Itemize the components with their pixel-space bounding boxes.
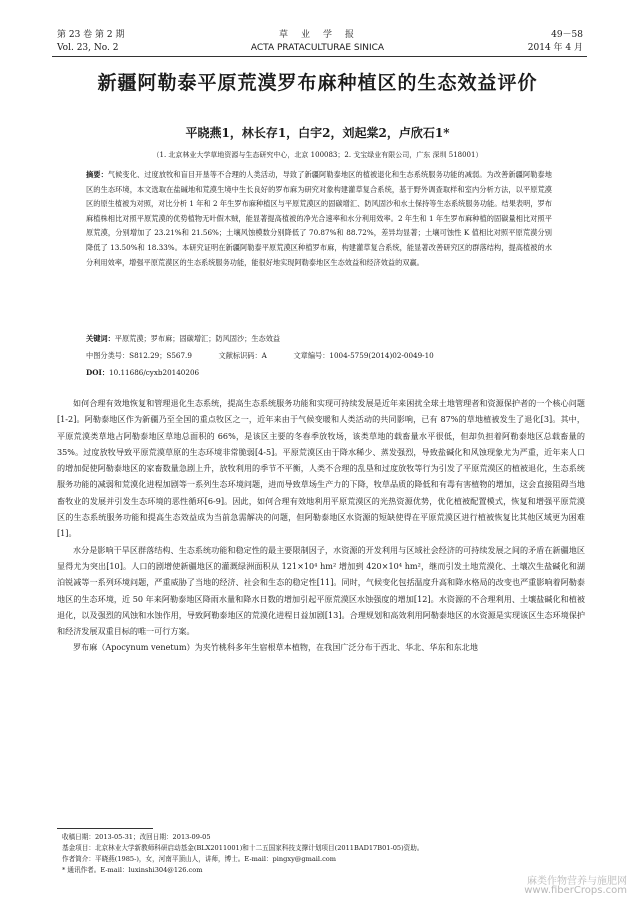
clc-code: S812.29；S567.9: [129, 351, 192, 360]
article-no-label: 文章编号：: [293, 351, 330, 360]
footnote-rule: [57, 828, 153, 829]
watermark-cn: 麻类作物营养与施肥网: [527, 876, 627, 887]
journal-name-cn: 草 业 学 报: [278, 30, 356, 40]
body-paragraph-3: 罗布麻（Apocynum venetum）为夹竹桃科多年生宿根草本植物，在我国广泛分布于西北、华北、华东和东北地: [73, 642, 478, 653]
abstract-label: 摘要：: [86, 170, 108, 179]
author-bio: 作者简介：平晓燕(1985-)，女，河南平顶山人，讲师，博士。E-mail：pingxy@gmail.com: [62, 855, 337, 863]
classification-line: [86, 349, 552, 363]
received-date: 收稿日期：2013-05-31；改回日期：2013-09-05: [62, 833, 211, 841]
abstract-block: [86, 168, 552, 270]
body-text: [57, 395, 585, 656]
abstract-text: 气候变化、过度放牧和盲目开垦等不合理的人类活动，导致了新疆阿勒泰地区的植被退化和生态系统服务功能的减弱。为改善新疆阿勒泰地区的生态环境，本文选取在盐碱地和荒漠生境中生长良好的罗布麻为研究对象构建灌草复合系统，基于野外调查取样和室内分析方法，以平原荒漠区的原生植被为对照，对比分析 1 年和 2 年生罗布麻种植区与平原荒漠区的固碳增汇、防风固沙和水土保持等生态系统服务功能。结果表明，罗布麻植株相比对照平原荒漠的优势植物无叶假木贼，能显著提高植被的净光合速率和水分利用效率。2 年生和 1 年生罗布麻种植的固碳量相比对照平原荒漠，分别增加了 23.21%和 21.56%；土壤风蚀模数分别降低了 70.87%和 88.72%，差异均显著；土壤可蚀性 K 值相比对照平原荒漠分别降低了 13.50%和 18.33%。本研究证明在新疆阿勒泰平原荒漠区种植罗布麻，构建灌草复合系统，能显著改善研究区的群落结构，提高植被的水分利用效率，增强平原荒漠区的生态系统服务功能，能很好地实现阿勒泰地区生态效益和经济效益的双赢。: [86, 170, 552, 267]
footnotes: [62, 832, 582, 876]
author-affiliation: （1. 北京林业大学草地资源与生态研究中心，北京 100083；2. 戈宝绿业有限公司，广东 深圳 518001）: [152, 151, 483, 159]
header-rule: [52, 56, 587, 57]
article-no: 1004-5759(2014)02-0049-10: [329, 351, 434, 360]
page-range: 49－58: [551, 30, 583, 40]
issue-date: 2014 年 4 月: [527, 43, 583, 53]
corresponding-author: * 通讯作者。E-mail：luxinshi304@126.com: [62, 866, 203, 874]
journal-name-en: ACTA PRATACULTURAE SINICA: [250, 43, 385, 53]
volume-issue-en: Vol. 23, No. 2: [57, 43, 119, 53]
watermark-url: www.fiberCrops.com: [524, 885, 627, 896]
fund-info: 基金项目：北京林业大学新教师科研启动基金(BLX2011001)和十二五国家科技支撑计划项目(2011BAD17B01-05)资助。: [62, 844, 424, 852]
keywords-line: [86, 332, 552, 346]
article-title: 新疆阿勒泰平原荒漠罗布麻种植区的生态效益评价: [97, 72, 538, 94]
body-paragraph-1: 如何合理有效地恢复和管理退化生态系统，提高生态系统服务功能和实现可持续发展是近年来困扰全球土地管理者和资源保护者的一个核心问题[1-2]。阿勒泰地区作为新疆乃至全国的重点牧区之一，近年来由于气候变暖和人类活动的共同影响，已有 87%的草地植被发生了退化[3]。其中，平原荒漠类草地占阿勒泰地区草地总面积的 66%，是该区主要的冬春季放牧场，该类草地的载畜量水平很低，但却负担着阿勒泰地区总载畜量的 35%。过度放牧导致平原荒漠草原的生态环境非常脆弱[4-5]。平原荒漠区由于降水稀少、蒸发强烈，导致盐碱化和风蚀现象尤为严重，近年来人口的增加促使阿勒泰地区的家畜数量急剧上升，放牧利用的季节不平衡，人类不合理的乱垦和过度放牧等行为引发了平原荒漠区的植被退化，生态系统服务功能的减弱和荒漠化进程加剧等一系列生态环境问题，进而导致草场生产力的下降，牧草品质的降低和有毒有害植物的增加，这会直接阻碍当地畜牧业的发展并引发生态环境的恶性循环[6-9]。因此，如何合理有效地利用平原荒漠区的光热资源优势，优化植被配置模式，恢复和增强平原荒漠区的生态系统服务功能和提高生态效益成为当前急需解决的问题，但阿勒泰地区水资源的短缺使得在平原荒漠区进行植被恢复比其他区域更为困难[1]。: [57, 398, 585, 539]
doc-code-label: 文献标识码：: [218, 351, 262, 360]
doc-code: A: [261, 351, 267, 360]
doi-line: [86, 366, 552, 380]
keywords: 平原荒漠；罗布麻；固碳增汇；防风固沙；生态效益: [114, 334, 281, 343]
body-paragraph-2: 水分是影响干旱区群落结构、生态系统功能和稳定性的最主要限制因子，水资源的开发利用与区域社会经济的可持续发展之间的矛盾在新疆地区显得尤为突出[10]。人口的剧增使新疆地区的灌溉绿洲面积从 121×10⁴ hm² 增加到 420×10⁴ hm²，继而引发土地荒漠化、土壤次生盐碱化和湖泊锐减等一系列环境问题，严重威胁了当地的经济、社会和生态的稳定性[11]。同时，气候变化包括温度升高和降水格局的改变也严重影响着阿勒泰地区的生态环境，近 50 年来阿勒泰地区降雨水量和降水日数的增加引起平原荒漠区水蚀强度的增加[12]。水资源的不合理利用、土壤盐碱化和植被退化，以及强烈的风蚀和水蚀作用，导致阿勒泰地区的荒漠化进程日益加剧[13]。合理规划和高效利用阿勒泰地区的水资源是实现该区生态环境保护和经济发展双重目标的唯一可行方案。: [57, 544, 585, 637]
doi-label: DOI：: [86, 368, 110, 377]
doi: 10.11686/cyxb20140206: [109, 368, 200, 377]
keywords-label: 关键词：: [86, 334, 115, 343]
volume-issue-cn: 第 23 卷 第 2 期: [57, 30, 125, 40]
author-list: 平晓燕1，林长存1，白宇2，刘起棠2，卢欣石1*: [185, 126, 450, 140]
clc-label: 中图分类号：: [86, 351, 130, 360]
